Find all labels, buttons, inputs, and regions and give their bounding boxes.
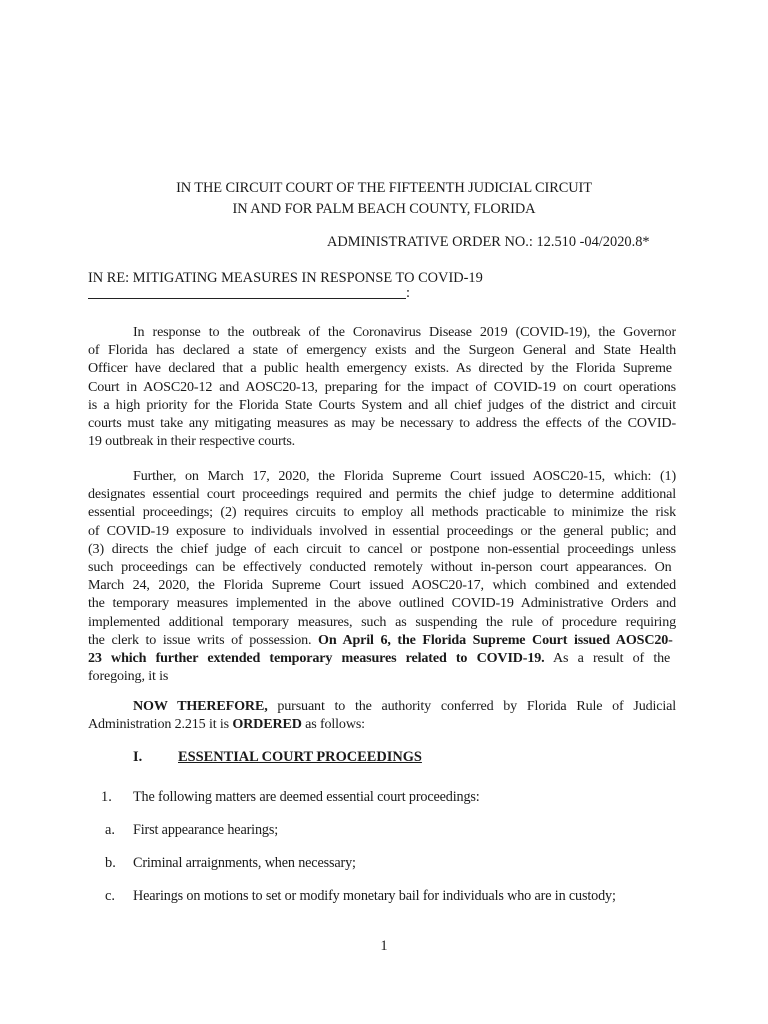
page-number: 1	[380, 938, 388, 954]
paragraph-text: Administration 2.215 it is	[88, 716, 233, 733]
paragraph-text: as follows:	[301, 716, 365, 733]
section-number: I.	[133, 749, 143, 765]
paragraph-bold-text: ORDERED	[232, 716, 302, 733]
in-re-caption: IN RE: MITIGATING MEASURES IN RESPONSE TO COVID-19	[88, 270, 483, 286]
sublist-item-marker: b.	[105, 855, 116, 871]
sublist-item-marker: a.	[105, 822, 115, 838]
paragraph-covid-background	[88, 323, 676, 450]
paragraph-line	[88, 715, 676, 733]
paragraph-line: Officer have declared that a public health emergency exists. As directed by the Florida Supreme	[88, 360, 672, 377]
paragraph-now-therefore	[88, 697, 676, 733]
paragraph-line: Further, on March 17, 2020, the Florida Supreme Court issued AOSC20-15, which: (1)	[133, 468, 676, 484]
paragraph-line: of Florida has declared a state of emergency exists and the Surgeon General and State Health	[88, 342, 676, 359]
paragraph-line: 19 outbreak in their respective courts.	[88, 433, 296, 450]
caption-divider-line	[88, 298, 406, 299]
list-item-text: The following matters are deemed essential court proceedings:	[133, 789, 480, 805]
caption-colon: :	[406, 285, 410, 301]
paragraph-text: the clerk to issue writs of possession.	[88, 631, 319, 648]
paragraph-bold-text: On April 6, the Florida Supreme Court issued AOSC20-	[318, 631, 673, 648]
paragraph-text: pursuant to the authority conferred by Florida Rule of Judicial	[267, 698, 676, 714]
administrative-order-number: ADMINISTRATIVE ORDER NO.: 12.510 -04/2020.8*	[327, 234, 650, 250]
paragraph-text: As a result of the	[544, 649, 671, 666]
paragraph-bold-text: NOW THEREFORE,	[133, 698, 268, 714]
sublist-item-marker: c.	[105, 888, 115, 904]
paragraph-line: foregoing, it is	[88, 668, 169, 685]
list-item-marker: 1.	[101, 789, 112, 805]
paragraph-line: designates essential court proceedings required and permits the chief judge to determine additional	[88, 486, 676, 503]
sublist-item-text: Criminal arraignments, when necessary;	[133, 855, 356, 871]
paragraph-line: March 24, 2020, the Florida Supreme Court issued AOSC20-17, which combined and extended	[88, 577, 676, 594]
paragraph-line	[88, 649, 676, 667]
paragraph-line: is a high priority for the Florida State Courts System and all chief judges of the district and circuit	[88, 396, 676, 413]
paragraph-bold-text: 23 which further extended temporary measures related to COVID-19.	[88, 649, 545, 666]
paragraph-supreme-court-orders	[88, 467, 676, 685]
paragraph-line: essential proceedings; (2) requires circuits to employ all methods practicable to minimize the risk	[88, 504, 676, 521]
court-heading-line-2: IN AND FOR PALM BEACH COUNTY, FLORIDA	[232, 201, 536, 217]
paragraph-line: such proceedings can be effectively conducted remotely without in-person court appearances. On	[88, 558, 672, 575]
paragraph-line	[88, 697, 676, 715]
paragraph-line	[88, 631, 676, 649]
paragraph-line: Court in AOSC20-12 and AOSC20-13, preparing for the impact of COVID-19 on court operations	[88, 378, 676, 395]
paragraph-line: of COVID-19 exposure to individuals involved in essential proceedings or the general public; and	[88, 522, 676, 539]
section-title: ESSENTIAL COURT PROCEEDINGS	[178, 749, 422, 765]
paragraph-line: the temporary measures implemented in the above outlined COVID-19 Administrative Orders and	[88, 595, 676, 612]
sublist-item-text: Hearings on motions to set or modify monetary bail for individuals who are in custody;	[133, 888, 616, 904]
sublist-item-text: First appearance hearings;	[133, 822, 279, 838]
court-heading-line-1: IN THE CIRCUIT COURT OF THE FIFTEENTH JUDICIAL CIRCUIT	[176, 180, 592, 196]
paragraph-line: (3) directs the chief judge of each circuit to cancel or postpone non-essential proceedings unless	[88, 540, 676, 557]
paragraph-line: In response to the outbreak of the Coronavirus Disease 2019 (COVID-19), the Governor	[133, 324, 676, 340]
paragraph-line: courts must take any mitigating measures as may be necessary to address the effects of the COVID-	[88, 414, 676, 431]
paragraph-line: implemented additional temporary measures, such as suspending the rule of procedure requiring	[88, 613, 676, 630]
